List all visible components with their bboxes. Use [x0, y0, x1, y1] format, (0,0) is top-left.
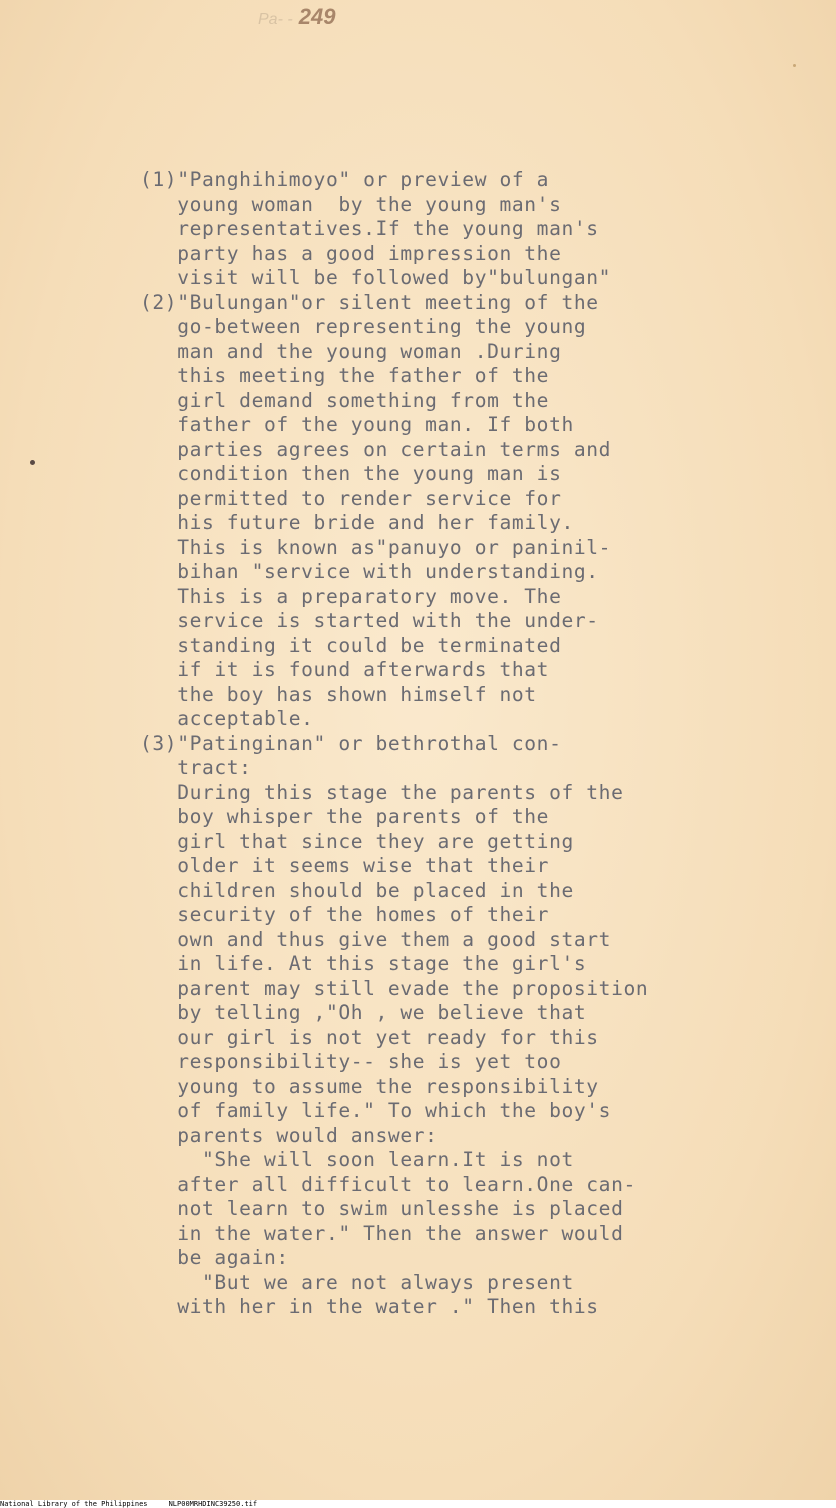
text-line: (1)"Panghihimoyo" or preview of a: [140, 168, 550, 191]
text-line: bihan "service with understanding.: [140, 560, 599, 583]
typed-text-body: [140, 168, 648, 1320]
text-line: father of the young man. If both: [140, 413, 574, 436]
text-line: boy whisper the parents of the: [140, 805, 550, 828]
text-line: in the water." Then the answer would: [140, 1221, 624, 1245]
scan-footer: [0, 1500, 836, 1508]
paper-spot: [793, 64, 796, 67]
text-line: visit will be followed by"bulungan": [140, 266, 612, 289]
text-line: permitted to render service for: [140, 486, 562, 510]
text-line: During this stage the parents of the: [140, 780, 624, 804]
page-number-prefix: Pa- -: [258, 11, 293, 28]
text-line: girl that since they are getting: [140, 829, 574, 853]
text-line: with her in the water ." Then this: [140, 1295, 599, 1318]
page-number: [258, 4, 336, 30]
text-line: "But we are not always present: [140, 1270, 574, 1294]
text-line: (2)"Bulungan"or silent meeting of the: [140, 290, 599, 314]
text-line: be again:: [140, 1246, 289, 1269]
text-line: tract:: [140, 756, 252, 779]
text-line: young to assume the responsibility: [140, 1074, 599, 1098]
ink-mark: [30, 460, 35, 465]
text-line: by telling ,"Oh , we believe that: [140, 1001, 587, 1024]
text-line: children should be placed in the: [140, 878, 574, 902]
text-line: his future bride and her family.: [140, 511, 574, 534]
text-line: acceptable.: [140, 707, 314, 730]
text-line: the boy has shown himself not: [140, 682, 537, 706]
text-line: parent may still evade the proposition: [140, 976, 649, 1000]
text-line: standing it could be terminated: [140, 633, 562, 657]
text-line: parents would answer:: [140, 1123, 438, 1147]
footer-library: National Library of the Philippines: [0, 1500, 148, 1508]
text-line: own and thus give them a good start: [140, 927, 612, 951]
text-line: party has a good impression the: [140, 241, 562, 265]
text-line: "She will soon learn.It is not: [140, 1148, 574, 1171]
text-line: condition then the young man is: [140, 462, 562, 485]
text-line: representatives.If the young man's: [140, 217, 599, 240]
text-line: of family life." To which the boy's: [140, 1099, 612, 1122]
text-line: in life. At this stage the girl's: [140, 952, 587, 975]
text-line: if it is found afterwards that: [140, 658, 550, 681]
text-line: This is a preparatory move. The: [140, 584, 562, 608]
text-line: man and the young woman .During: [140, 339, 562, 363]
text-line: (3)"Patinginan" or bethrothal con-: [140, 731, 562, 755]
text-line: parties agrees on certain terms and: [140, 437, 612, 461]
text-line: responsibility-- she is yet too: [140, 1050, 562, 1073]
text-line: young woman by the young man's: [140, 192, 562, 216]
text-line: go-between representing the young: [140, 315, 587, 338]
page-number-value: 249: [298, 4, 336, 29]
text-line: girl demand something from the: [140, 388, 550, 412]
text-line: This is known as"panuyo or paninil-: [140, 535, 612, 559]
text-line: this meeting the father of the: [140, 364, 550, 387]
text-line: security of the homes of their: [140, 903, 550, 926]
text-line: after all difficult to learn.One can-: [140, 1172, 636, 1196]
text-line: service is started with the under-: [140, 609, 599, 632]
text-line: our girl is not yet ready for this: [140, 1025, 599, 1049]
text-line: older it seems wise that their: [140, 854, 550, 877]
footer-filename: NLP00MRHDINC39250.tif: [168, 1500, 258, 1508]
text-line: not learn to swim unlesshe is placed: [140, 1197, 624, 1220]
